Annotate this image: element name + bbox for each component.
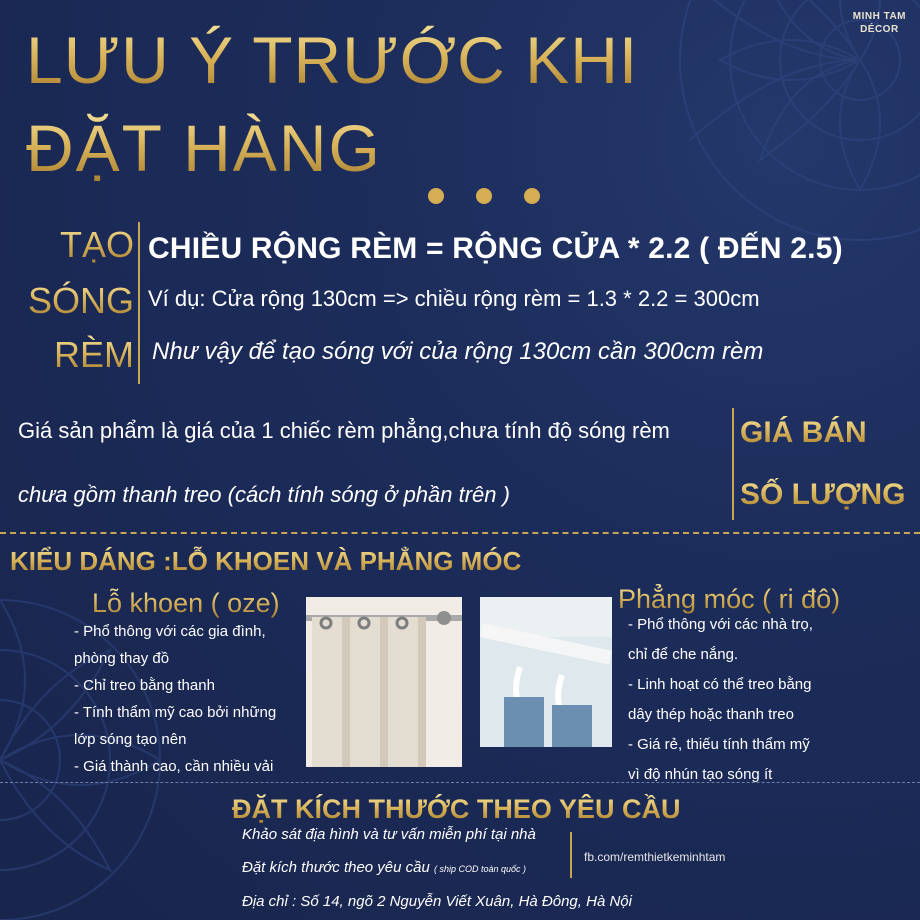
list-item: - Linh hoạt có thể treo bằng xyxy=(628,676,812,693)
wave-label-line-3: RÈM xyxy=(54,334,134,375)
price-note-line-2: chưa gồm thanh treo (cách tính sóng ở phần trên ) xyxy=(18,482,510,507)
title-line-1: LƯU Ý TRƯỚC KHI xyxy=(26,23,639,97)
list-item: - Phổ thông với các nhà trọ, xyxy=(628,616,813,633)
list-item: - Giá rẻ, thiếu tính thẩm mỹ xyxy=(628,736,810,753)
list-item: - Chỉ treo bằng thanh xyxy=(74,677,215,694)
price-label: GIÁ BÁN xyxy=(740,416,867,449)
address-text: Địa chỉ : Số 14, ngõ 2 Nguyễn Viết Xuân, Hà Đông, Hà Nội xyxy=(242,893,632,910)
divider-vertical xyxy=(570,832,572,878)
divider-vertical xyxy=(732,408,734,520)
price-note-line-1: Giá sản phẩm là giá của 1 chiếc rèm phẳng,chưa tính độ sóng rèm xyxy=(18,418,670,443)
facebook-link[interactable]: fb.com/remthietkeminhtam xyxy=(584,850,726,864)
hook-title: Phẳng móc ( ri đô) xyxy=(618,584,841,614)
width-formula: CHIỀU RỘNG RÈM = RỘNG CỬA * 2.2 ( ĐẾN 2.5) xyxy=(148,232,843,265)
divider-vertical xyxy=(138,222,140,384)
ellipsis-dots xyxy=(428,188,572,209)
survey-text: Khảo sát địa hình và tư vấn miễn phí tại nhà xyxy=(242,826,536,843)
quantity-label: SỐ LƯỢNG xyxy=(740,478,906,511)
eyelet-curtain-photo xyxy=(306,597,462,767)
wave-label-line-2: SÓNG xyxy=(27,280,134,321)
section-divider xyxy=(0,532,920,534)
wave-label-line-1: TẠO xyxy=(59,224,134,265)
brand-line-2: DÉCOR xyxy=(860,24,899,35)
eyelet-title: Lỗ khoen ( oze) xyxy=(92,588,280,618)
width-example: Ví dụ: Cửa rộng 130cm => chiều rộng rèm = 1.3 * 2.2 = 300cm xyxy=(148,286,760,311)
list-item: chỉ để che nắng. xyxy=(628,646,739,663)
eyelet-bullets xyxy=(74,618,304,780)
custom-size-heading: ĐẶT KÍCH THƯỚC THEO YÊU CẦU xyxy=(232,794,681,824)
shipping-note: ( ship COD toàn quốc ) xyxy=(434,864,527,874)
list-item: - Phổ thông với các gia đình, xyxy=(74,623,266,640)
width-note: Như vậy để tạo sóng với của rộng 130cm cần 300cm rèm xyxy=(152,338,764,365)
brand-logo xyxy=(853,10,906,36)
section-divider xyxy=(0,782,920,783)
order-label: Đặt kích thước theo yêu cầu xyxy=(242,859,430,876)
list-item: lớp sóng tạo nên xyxy=(74,731,187,748)
brand-line-1: MINH TAM xyxy=(852,11,906,22)
styles-heading: KIỂU DÁNG :LỖ KHOEN VÀ PHẲNG MÓC xyxy=(10,546,522,576)
list-item: - Tính thẩm mỹ cao bởi những xyxy=(74,704,277,721)
list-item: phòng thay đồ xyxy=(74,650,170,667)
hook-curtain-photo xyxy=(480,597,612,747)
list-item: dây thép hoặc thanh treo xyxy=(628,706,794,723)
order-text xyxy=(242,859,526,876)
hook-bullets xyxy=(628,610,878,790)
list-item: vì độ nhún tạo sóng ít xyxy=(628,766,773,783)
title-line-2: ĐẶT HÀNG xyxy=(26,111,382,185)
list-item: - Giá thành cao, cần nhiều vải xyxy=(74,758,274,775)
